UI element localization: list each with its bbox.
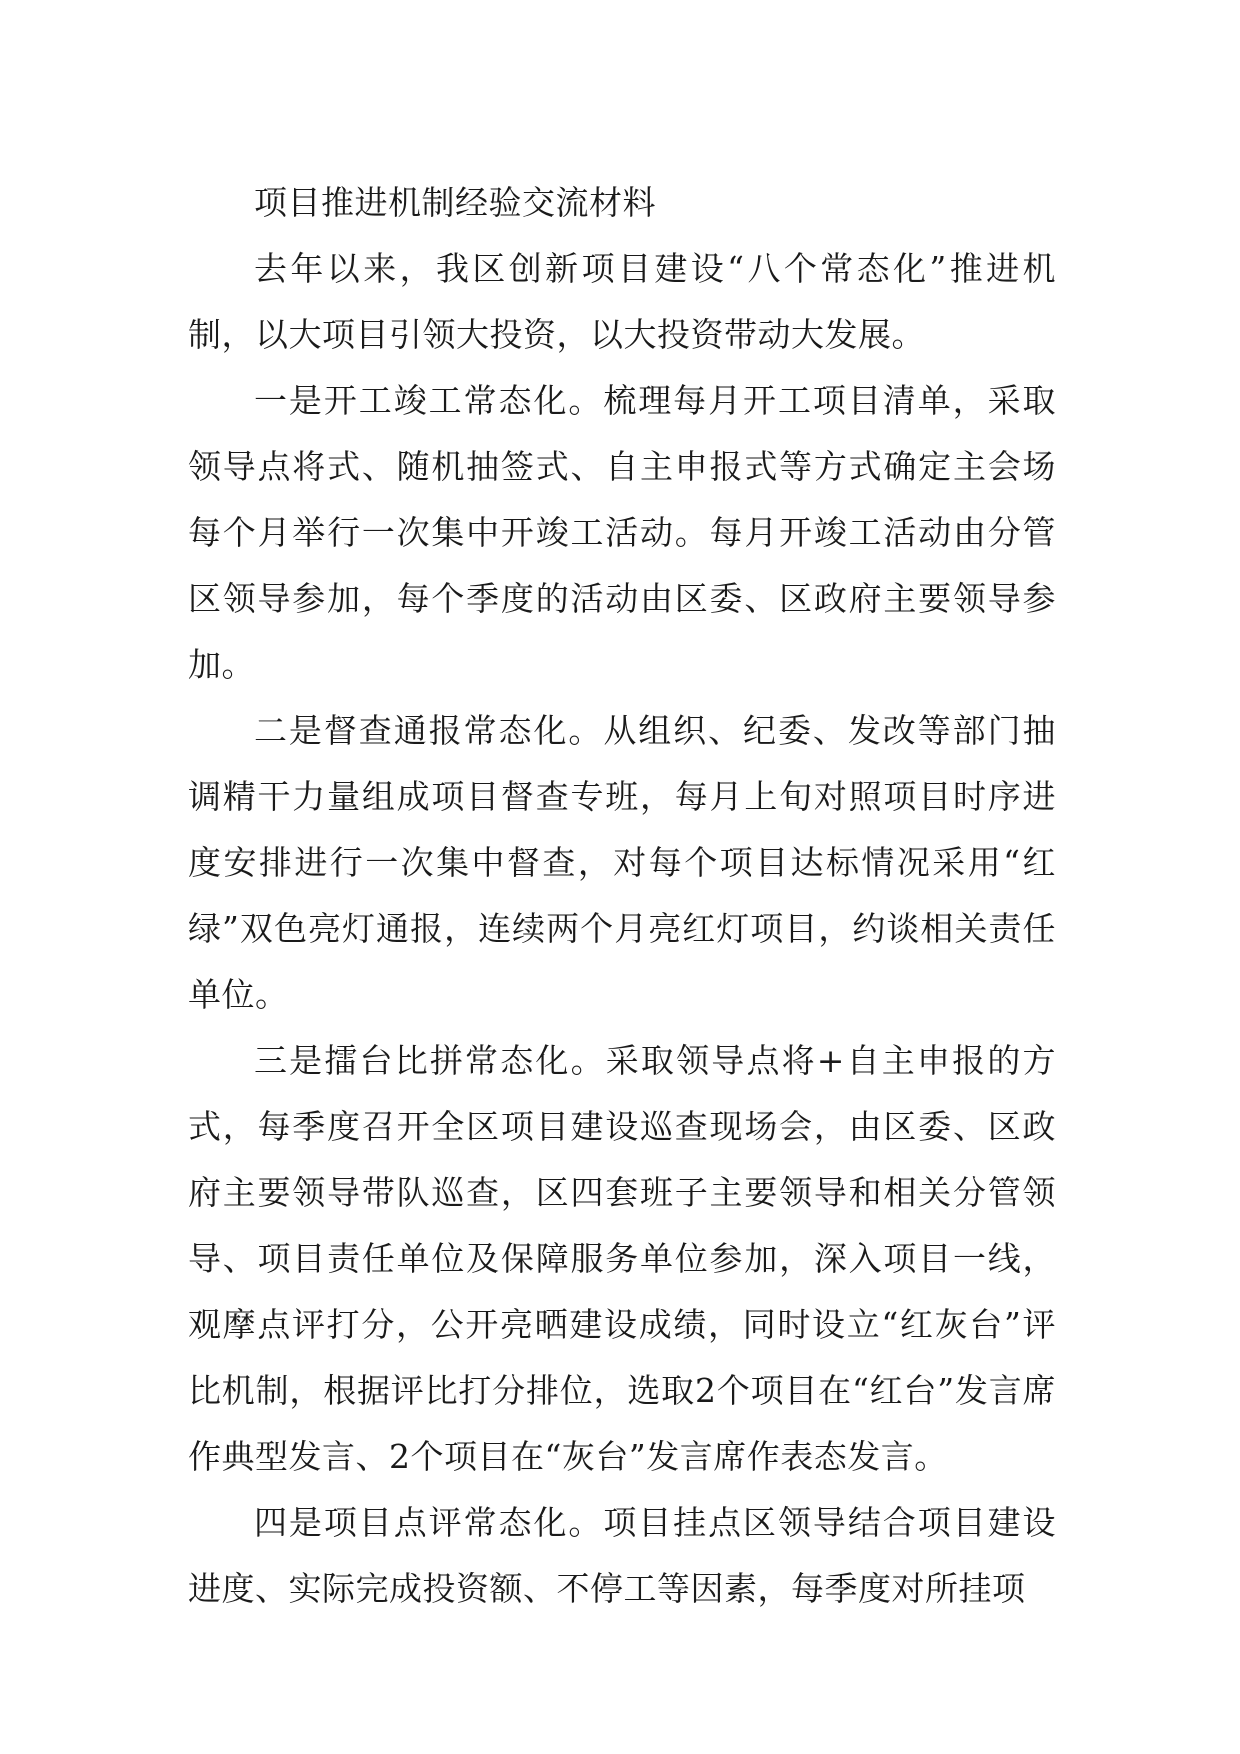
document-title: 项目推进机制经验交流材料 <box>254 183 656 222</box>
paragraph-point-4: 四是项目点评常态化。项目挂点区领导结合项目建设进度、实际完成投资额、不停工等因素，每季度对所挂项 <box>188 1503 1056 1608</box>
paragraph-point-3: 三是擂台比拼常态化。采取领导点将+自主申报的方式，每季度召开全区项目建设巡查现场会，由区委、区政府主要领导带队巡查，区四套班子主要领导和相关分管领导、项目责任单位及保障服务单位参加，深入项目一线，观摩点评打分，公开亮晒建设成绩，同时设立“红灰台”评比机制，根据评比打分排位，选取2个项目在“红台”发言席作典型发言、2个项目在“灰台”发言席作表态发言。 <box>188 1041 1056 1476</box>
paragraph-point-1: 一是开工竣工常态化。梳理每月开工项目清单，采取领导点将式、随机抽签式、自主申报式等方式确定主会场每个月举行一次集中开竣工活动。每月开竣工活动由分管区领导参加，每个季度的活动由区委、区政府主要领导参加。 <box>188 381 1056 684</box>
document-body <box>188 170 1056 1622</box>
paragraph-intro: 去年以来，我区创新项目建设“八个常态化”推进机制，以大项目引领大投资，以大投资带动大发展。 <box>188 249 1056 354</box>
paragraph-point-2: 二是督查通报常态化。从组织、纪委、发改等部门抽调精干力量组成项目督查专班，每月上旬对照项目时序进度安排进行一次集中督查，对每个项目达标情况采用“红绿”双色亮灯通报，连续两个月亮红灯项目，约谈相关责任单位。 <box>188 711 1056 1014</box>
